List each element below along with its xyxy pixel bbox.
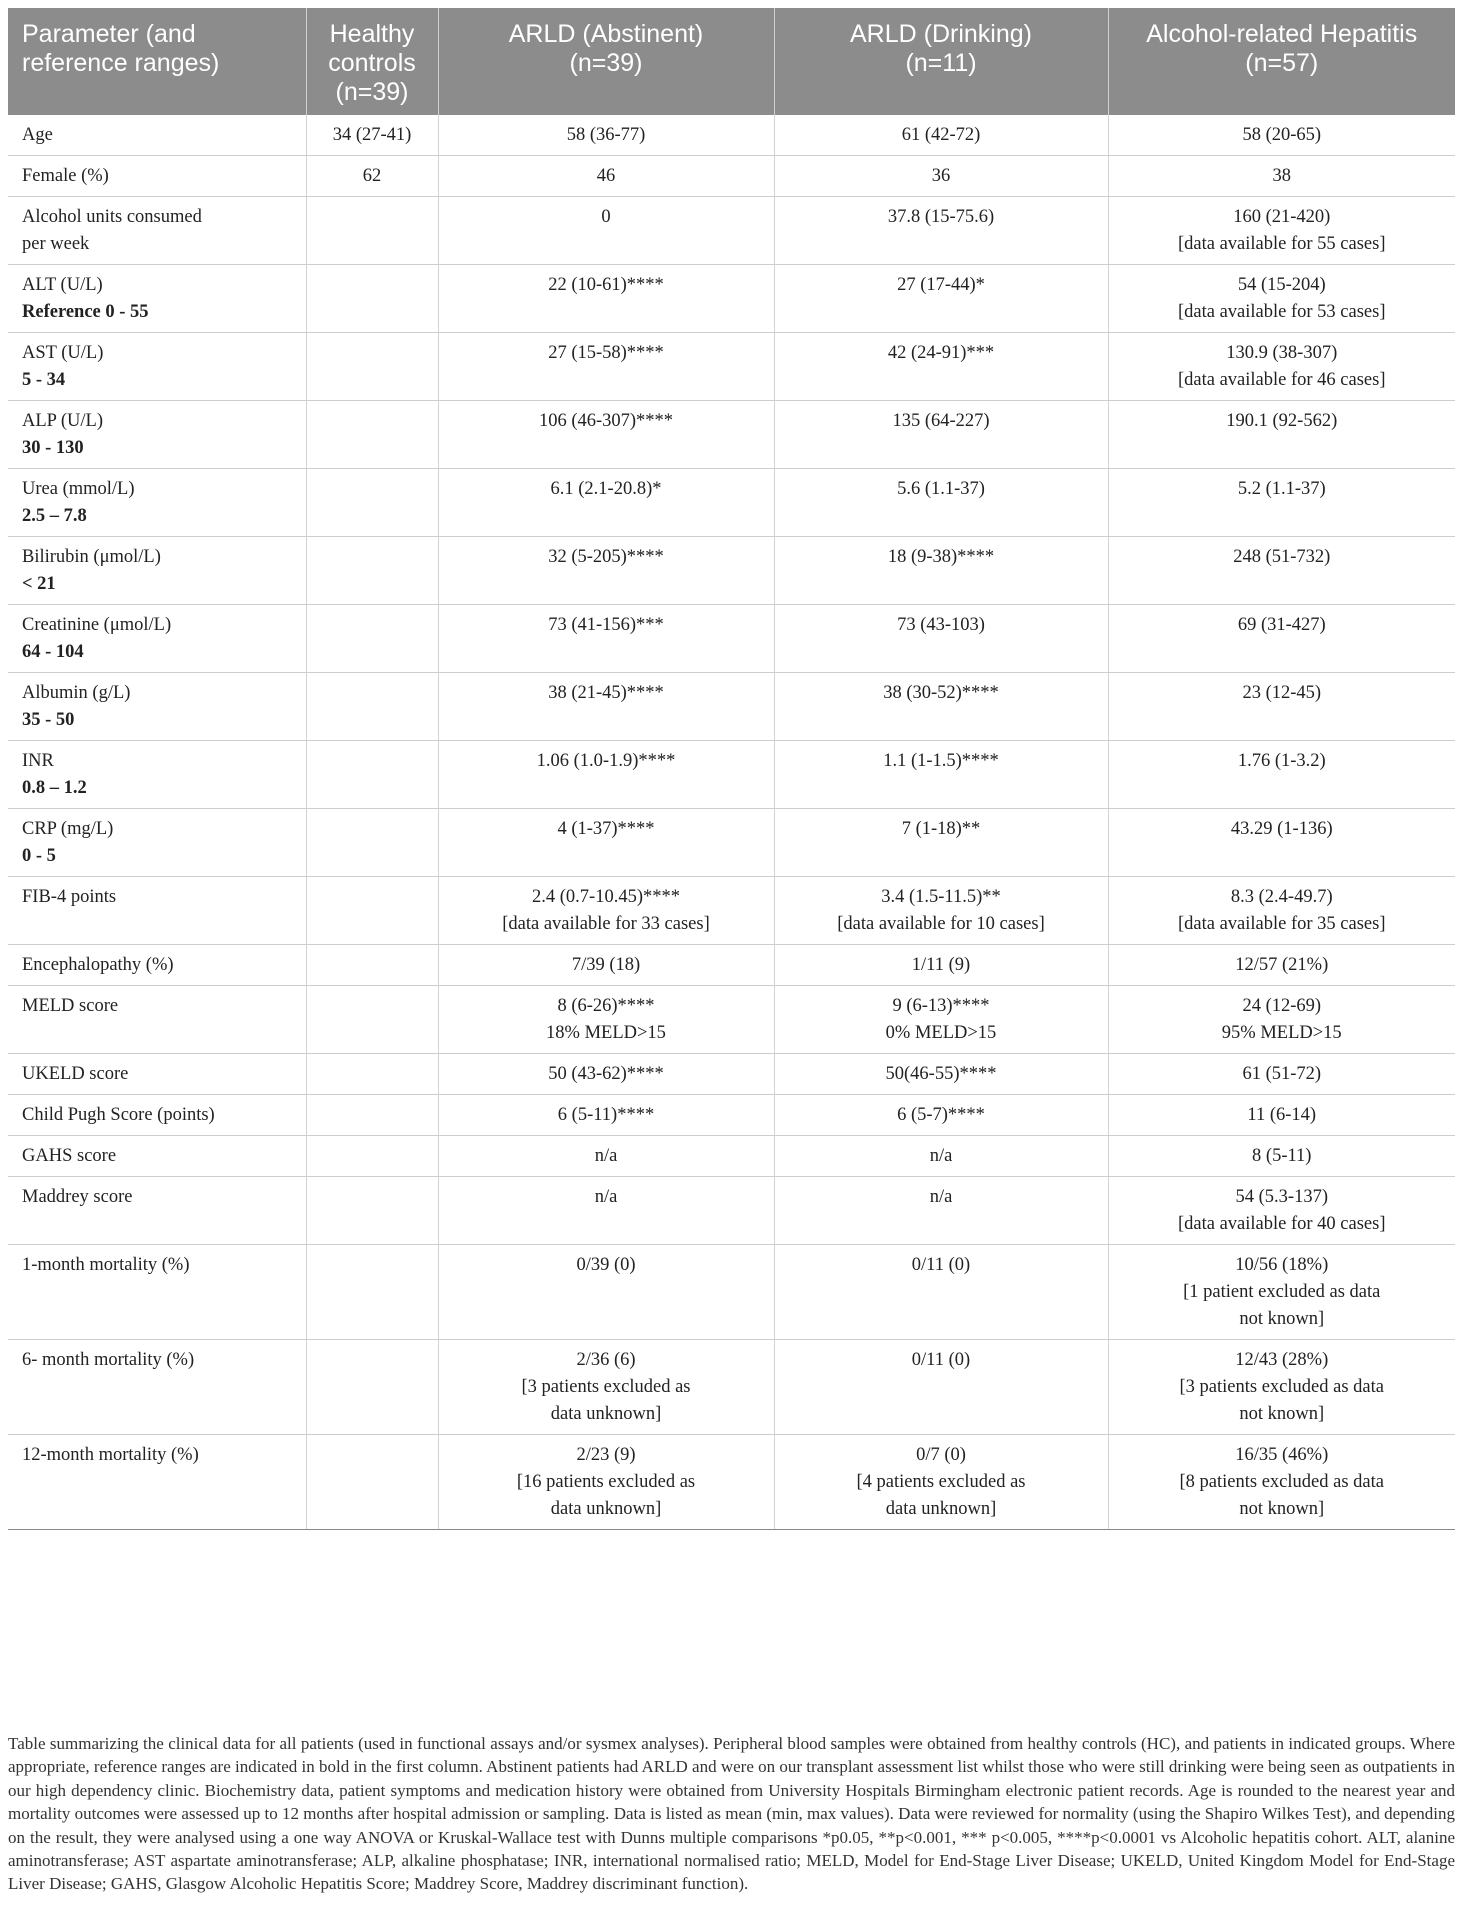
reference-range: 0.8 – 1.2 bbox=[22, 778, 87, 798]
clinical-data-table bbox=[8, 8, 1455, 1530]
cell-line: [data available for 33 cases] bbox=[502, 914, 710, 934]
cell-line: 12/57 (21%) bbox=[1235, 955, 1329, 975]
column-header-healthy-controls: Healthy controls (n=39) bbox=[306, 8, 438, 115]
cell-healthy-controls bbox=[306, 265, 438, 333]
cell-healthy-controls bbox=[306, 1245, 438, 1340]
cell-line: Urea (mmol/L) bbox=[22, 479, 135, 499]
cell-alcohol-hepatitis bbox=[1108, 1177, 1455, 1245]
cell-arld-drinking bbox=[774, 1435, 1108, 1530]
cell-alcohol-hepatitis bbox=[1108, 945, 1455, 986]
cell-parameter bbox=[8, 1177, 306, 1245]
cell-arld-drinking bbox=[774, 1095, 1108, 1136]
cell-line: 24 (12-69) bbox=[1242, 996, 1322, 1016]
cell-line: 6- month mortality (%) bbox=[22, 1350, 195, 1370]
cell-arld-drinking bbox=[774, 1177, 1108, 1245]
cell-arld-drinking bbox=[774, 537, 1108, 605]
cell-line: 6 (5-11)**** bbox=[557, 1105, 655, 1125]
cell-healthy-controls bbox=[306, 1340, 438, 1435]
cell-arld-drinking bbox=[774, 156, 1108, 197]
cell-alcohol-hepatitis bbox=[1108, 986, 1455, 1054]
cell-line: Female (%) bbox=[22, 166, 109, 186]
cell-line: 69 (31-427) bbox=[1237, 615, 1326, 635]
cell-line: 135 (64-227) bbox=[892, 411, 990, 431]
cell-line: not known] bbox=[1239, 1309, 1325, 1329]
cell-arld-drinking bbox=[774, 1340, 1108, 1435]
cell-arld-abstinent bbox=[438, 605, 774, 673]
cell-line: 8 (5-11) bbox=[1252, 1146, 1312, 1166]
cell-line: 190.1 (92-562) bbox=[1226, 411, 1338, 431]
cell-arld-drinking bbox=[774, 265, 1108, 333]
cell-parameter bbox=[8, 156, 306, 197]
table-row bbox=[8, 986, 1455, 1054]
cell-line: [data available for 40 cases] bbox=[1177, 1214, 1386, 1234]
table-row bbox=[8, 1340, 1455, 1435]
cell-healthy-controls bbox=[306, 333, 438, 401]
cell-line: Child Pugh Score (points) bbox=[22, 1105, 215, 1125]
table-body bbox=[8, 115, 1455, 1530]
cell-arld-drinking bbox=[774, 115, 1108, 156]
cell-line: 0/7 (0) bbox=[916, 1445, 966, 1465]
cell-healthy-controls bbox=[306, 1136, 438, 1177]
cell-line: UKELD score bbox=[22, 1064, 129, 1084]
cell-healthy-controls bbox=[306, 673, 438, 741]
cell-arld-abstinent bbox=[438, 809, 774, 877]
cell-parameter bbox=[8, 469, 306, 537]
cell-parameter bbox=[8, 1054, 306, 1095]
reference-range: 5 - 34 bbox=[22, 370, 66, 390]
cell-line: 2/36 (6) bbox=[576, 1350, 636, 1370]
table-footnote: Table summarizing the clinical data for all patients (used in functional assays and/or sysmex analyses). Peripheral blood samples were obtained from healthy controls (HC), and patients in indicated groups. Where appropriate, reference ranges are indicated in bold in the first column. Abstinent patients had ARLD and were on our transplant assessment list whilst those who were still drinking were being seen as outpatients in our high dependency clinic. Biochemistry data, patient symptoms and medication history were obtained from University Hospitals Birmingham electronic patient records. Age is rounded to the nearest year and mortality outcomes were assessed up to 12 months after hospital admission or sampling. Data is listed as mean (min, max values). Data were reviewed for normality (using the Shapiro Wilkes Test), and depending on the result, they were analysed using a one way ANOVA or Kruskal-Wallace test with Dunns multiple comparisons *p0.05, **p<0.001, *** p<0.005, ****p<0.0001 vs Alcoholic hepatitis cohort. ALT, alanine aminotransferase; AST aspartate aminotransferase; ALP, alkaline phosphatase; INR, international normalised ratio; MELD, Model for End-Stage Liver Disease; UKELD, United Kingdom Model for End-Stage Liver Disease; GAHS, Glasgow Alcoholic Hepatitis Score; Maddrey Score, Maddrey discriminant function). bbox=[8, 1734, 1455, 1894]
reference-range: 2.5 – 7.8 bbox=[22, 506, 87, 526]
cell-line: 5.6 (1.1-37) bbox=[897, 479, 985, 499]
cell-line: data unknown] bbox=[550, 1499, 662, 1519]
cell-alcohol-hepatitis bbox=[1108, 537, 1455, 605]
cell-line: 50(46-55)**** bbox=[885, 1064, 997, 1084]
cell-line: 130.9 (38-307) bbox=[1226, 343, 1338, 363]
cell-line: 22 (10-61)**** bbox=[548, 275, 664, 295]
cell-parameter bbox=[8, 1435, 306, 1530]
cell-arld-drinking bbox=[774, 877, 1108, 945]
cell-parameter bbox=[8, 945, 306, 986]
cell-arld-abstinent bbox=[438, 115, 774, 156]
cell-healthy-controls bbox=[306, 1177, 438, 1245]
cell-arld-drinking bbox=[774, 1136, 1108, 1177]
cell-line: 73 (41-156)*** bbox=[548, 615, 664, 635]
cell-healthy-controls bbox=[306, 197, 438, 265]
table-row bbox=[8, 945, 1455, 986]
cell-healthy-controls bbox=[306, 1095, 438, 1136]
column-header-arld-drinking: ARLD (Drinking) (n=11) bbox=[774, 8, 1108, 115]
cell-line: 1-month mortality (%) bbox=[22, 1255, 190, 1275]
table-row bbox=[8, 741, 1455, 809]
cell-line: 0/11 (0) bbox=[911, 1350, 971, 1370]
cell-arld-drinking bbox=[774, 1245, 1108, 1340]
clinical-data-table-container bbox=[8, 8, 1455, 1530]
cell-line: 73 (43-103) bbox=[897, 615, 985, 635]
cell-arld-drinking bbox=[774, 1054, 1108, 1095]
cell-alcohol-hepatitis bbox=[1108, 1136, 1455, 1177]
cell-line: 0/11 (0) bbox=[911, 1255, 971, 1275]
cell-alcohol-hepatitis bbox=[1108, 1054, 1455, 1095]
cell-line: 160 (21-420) bbox=[1233, 207, 1331, 227]
cell-arld-drinking bbox=[774, 945, 1108, 986]
table-row bbox=[8, 156, 1455, 197]
cell-arld-abstinent bbox=[438, 1245, 774, 1340]
cell-line: 62 bbox=[362, 166, 382, 186]
cell-line: [16 patients excluded as bbox=[516, 1472, 696, 1492]
table-row bbox=[8, 877, 1455, 945]
cell-line: 27 (15-58)**** bbox=[548, 343, 664, 363]
cell-line: ALP (U/L) bbox=[22, 411, 104, 431]
cell-line: data unknown] bbox=[550, 1404, 662, 1424]
cell-line: 27 (17-44)* bbox=[897, 275, 985, 295]
cell-line: 37.8 (15-75.6) bbox=[887, 207, 995, 227]
cell-line: [data available for 10 cases] bbox=[837, 914, 1045, 934]
cell-line: 32 (5-205)**** bbox=[548, 547, 664, 567]
cell-arld-abstinent bbox=[438, 1054, 774, 1095]
cell-line: Albumin (g/L) bbox=[22, 683, 131, 703]
cell-line: FIB-4 points bbox=[22, 887, 117, 907]
cell-arld-abstinent bbox=[438, 1136, 774, 1177]
cell-line: Creatinine (μmol/L) bbox=[22, 615, 172, 635]
cell-line: 16/35 (46%) bbox=[1235, 1445, 1329, 1465]
cell-line: [3 patients excluded as data bbox=[1179, 1377, 1384, 1397]
cell-line: 7/39 (18) bbox=[571, 955, 641, 975]
cell-arld-abstinent bbox=[438, 1435, 774, 1530]
cell-alcohol-hepatitis bbox=[1108, 1245, 1455, 1340]
cell-parameter bbox=[8, 741, 306, 809]
cell-healthy-controls bbox=[306, 741, 438, 809]
cell-line: ALT (U/L) bbox=[22, 275, 103, 295]
cell-alcohol-hepatitis bbox=[1108, 1095, 1455, 1136]
cell-line: [data available for 35 cases] bbox=[1177, 914, 1386, 934]
cell-line: 61 (42-72) bbox=[901, 125, 981, 145]
cell-line: [data available for 53 cases] bbox=[1177, 302, 1386, 322]
cell-line: Alcohol units consumed bbox=[22, 207, 202, 227]
cell-line: 43.29 (1-136) bbox=[1230, 819, 1333, 839]
cell-healthy-controls bbox=[306, 877, 438, 945]
reference-range: 0 - 5 bbox=[22, 846, 56, 866]
cell-line: 38 (30-52)**** bbox=[883, 683, 999, 703]
cell-arld-drinking bbox=[774, 741, 1108, 809]
cell-arld-abstinent bbox=[438, 265, 774, 333]
cell-line: [4 patients excluded as bbox=[856, 1472, 1026, 1492]
table-header bbox=[8, 8, 1455, 115]
cell-line: Maddrey score bbox=[22, 1187, 133, 1207]
cell-line: 2.4 (0.7-10.45)**** bbox=[532, 887, 680, 907]
column-header-arld-abstinent: ARLD (Abstinent) (n=39) bbox=[438, 8, 774, 115]
cell-parameter bbox=[8, 605, 306, 673]
cell-line: n/a bbox=[929, 1187, 953, 1207]
cell-line: Age bbox=[22, 125, 53, 145]
cell-line: 36 bbox=[931, 166, 951, 186]
column-header-parameter: Parameter (and reference ranges) bbox=[8, 8, 306, 115]
table-row bbox=[8, 197, 1455, 265]
cell-arld-abstinent bbox=[438, 1177, 774, 1245]
cell-parameter bbox=[8, 1136, 306, 1177]
table-row bbox=[8, 809, 1455, 877]
cell-parameter bbox=[8, 115, 306, 156]
cell-parameter bbox=[8, 809, 306, 877]
cell-arld-abstinent bbox=[438, 197, 774, 265]
cell-healthy-controls bbox=[306, 605, 438, 673]
cell-line: 38 (21-45)**** bbox=[548, 683, 664, 703]
column-header-alcohol-hepatitis: Alcohol-related Hepatitis (n=57) bbox=[1108, 8, 1455, 115]
cell-parameter bbox=[8, 1245, 306, 1340]
cell-line: [data available for 55 cases] bbox=[1177, 234, 1386, 254]
table-row bbox=[8, 265, 1455, 333]
cell-line: Bilirubin (μmol/L) bbox=[22, 547, 161, 567]
reference-range: 64 - 104 bbox=[22, 642, 84, 662]
cell-line: 50 (43-62)**** bbox=[548, 1064, 664, 1084]
cell-arld-abstinent bbox=[438, 741, 774, 809]
cell-parameter bbox=[8, 537, 306, 605]
table-row bbox=[8, 1095, 1455, 1136]
cell-healthy-controls bbox=[306, 537, 438, 605]
table-row bbox=[8, 115, 1455, 156]
cell-parameter bbox=[8, 877, 306, 945]
table-row bbox=[8, 401, 1455, 469]
cell-line: GAHS score bbox=[22, 1146, 117, 1166]
cell-arld-drinking bbox=[774, 401, 1108, 469]
table-row bbox=[8, 673, 1455, 741]
cell-arld-abstinent bbox=[438, 1340, 774, 1435]
cell-alcohol-hepatitis bbox=[1108, 469, 1455, 537]
cell-line: 2/23 (9) bbox=[576, 1445, 636, 1465]
cell-arld-abstinent bbox=[438, 1095, 774, 1136]
cell-line: [8 patients excluded as data bbox=[1179, 1472, 1384, 1492]
cell-line: 1/11 (9) bbox=[911, 955, 971, 975]
cell-line: not known] bbox=[1239, 1499, 1325, 1519]
cell-line: 11 (6-14) bbox=[1247, 1105, 1317, 1125]
cell-line: 46 bbox=[596, 166, 616, 186]
cell-arld-drinking bbox=[774, 469, 1108, 537]
table-row bbox=[8, 469, 1455, 537]
cell-alcohol-hepatitis bbox=[1108, 156, 1455, 197]
reference-range: 35 - 50 bbox=[22, 710, 75, 730]
cell-line: data unknown] bbox=[885, 1499, 997, 1519]
cell-line: 1.06 (1.0-1.9)**** bbox=[536, 751, 676, 771]
cell-line: Encephalopathy (%) bbox=[22, 955, 174, 975]
cell-line: 10/56 (18%) bbox=[1235, 1255, 1329, 1275]
cell-line: 18% MELD>15 bbox=[546, 1023, 666, 1043]
cell-line: INR bbox=[22, 751, 54, 771]
table-row bbox=[8, 1177, 1455, 1245]
cell-alcohol-hepatitis bbox=[1108, 605, 1455, 673]
cell-alcohol-hepatitis bbox=[1108, 809, 1455, 877]
cell-line: 3.4 (1.5-11.5)** bbox=[881, 887, 1001, 907]
cell-parameter bbox=[8, 1095, 306, 1136]
cell-line: 9 (6-13)**** bbox=[892, 996, 990, 1016]
cell-line: AST (U/L) bbox=[22, 343, 104, 363]
cell-line: 54 (5.3-137) bbox=[1235, 1187, 1328, 1207]
cell-alcohol-hepatitis bbox=[1108, 333, 1455, 401]
cell-parameter bbox=[8, 1340, 306, 1435]
cell-alcohol-hepatitis bbox=[1108, 197, 1455, 265]
cell-healthy-controls bbox=[306, 115, 438, 156]
cell-line: n/a bbox=[594, 1146, 618, 1166]
cell-arld-abstinent bbox=[438, 333, 774, 401]
cell-arld-abstinent bbox=[438, 156, 774, 197]
cell-parameter bbox=[8, 265, 306, 333]
cell-arld-abstinent bbox=[438, 877, 774, 945]
table-row bbox=[8, 1245, 1455, 1340]
table-row bbox=[8, 333, 1455, 401]
cell-line: 8 (6-26)**** bbox=[557, 996, 655, 1016]
cell-line: n/a bbox=[594, 1187, 618, 1207]
cell-line: 0 bbox=[601, 207, 611, 227]
cell-parameter bbox=[8, 401, 306, 469]
cell-line: 5.2 (1.1-37) bbox=[1237, 479, 1326, 499]
cell-line: per week bbox=[22, 234, 90, 254]
cell-arld-abstinent bbox=[438, 673, 774, 741]
cell-line: not known] bbox=[1239, 1404, 1325, 1424]
cell-arld-abstinent bbox=[438, 537, 774, 605]
cell-line: 4 (1-37)**** bbox=[557, 819, 655, 839]
cell-line: 0/39 (0) bbox=[576, 1255, 636, 1275]
cell-line: 248 (51-732) bbox=[1233, 547, 1331, 567]
cell-line: 61 (51-72) bbox=[1242, 1064, 1322, 1084]
cell-alcohol-hepatitis bbox=[1108, 1340, 1455, 1435]
cell-line: CRP (mg/L) bbox=[22, 819, 114, 839]
cell-healthy-controls bbox=[306, 469, 438, 537]
cell-arld-drinking bbox=[774, 333, 1108, 401]
cell-healthy-controls bbox=[306, 1054, 438, 1095]
cell-alcohol-hepatitis bbox=[1108, 741, 1455, 809]
cell-line: 12/43 (28%) bbox=[1235, 1350, 1329, 1370]
cell-healthy-controls bbox=[306, 809, 438, 877]
cell-alcohol-hepatitis bbox=[1108, 115, 1455, 156]
cell-alcohol-hepatitis bbox=[1108, 265, 1455, 333]
cell-line: 0% MELD>15 bbox=[885, 1023, 997, 1043]
cell-line: [3 patients excluded as bbox=[521, 1377, 691, 1397]
cell-line: 1.1 (1-1.5)**** bbox=[883, 751, 999, 771]
cell-line: 1.76 (1-3.2) bbox=[1237, 751, 1326, 771]
cell-healthy-controls bbox=[306, 156, 438, 197]
reference-range: Reference 0 - 55 bbox=[22, 302, 149, 322]
cell-parameter bbox=[8, 986, 306, 1054]
table-row bbox=[8, 605, 1455, 673]
cell-arld-drinking bbox=[774, 605, 1108, 673]
cell-line: 95% MELD>15 bbox=[1221, 1023, 1342, 1043]
cell-arld-abstinent bbox=[438, 945, 774, 986]
cell-alcohol-hepatitis bbox=[1108, 1435, 1455, 1530]
cell-alcohol-hepatitis bbox=[1108, 401, 1455, 469]
cell-line: [data available for 46 cases] bbox=[1177, 370, 1386, 390]
cell-alcohol-hepatitis bbox=[1108, 877, 1455, 945]
cell-line: MELD score bbox=[22, 996, 119, 1016]
cell-line: 34 (27-41) bbox=[332, 125, 412, 145]
cell-arld-drinking bbox=[774, 809, 1108, 877]
table-row bbox=[8, 1435, 1455, 1530]
cell-parameter bbox=[8, 673, 306, 741]
table-row bbox=[8, 1136, 1455, 1177]
table-row bbox=[8, 537, 1455, 605]
cell-line: 54 (15-204) bbox=[1237, 275, 1326, 295]
cell-arld-drinking bbox=[774, 197, 1108, 265]
cell-arld-drinking bbox=[774, 986, 1108, 1054]
cell-line: 8.3 (2.4-49.7) bbox=[1230, 887, 1333, 907]
table-row bbox=[8, 1054, 1455, 1095]
header-row bbox=[8, 8, 1455, 115]
cell-line: 38 bbox=[1272, 166, 1291, 186]
reference-range: 30 - 130 bbox=[22, 438, 84, 458]
cell-healthy-controls bbox=[306, 1435, 438, 1530]
cell-arld-abstinent bbox=[438, 401, 774, 469]
reference-range: < 21 bbox=[22, 574, 56, 594]
cell-healthy-controls bbox=[306, 401, 438, 469]
cell-line: 42 (24-91)*** bbox=[887, 343, 995, 363]
cell-arld-abstinent bbox=[438, 469, 774, 537]
cell-line: 7 (1-18)** bbox=[901, 819, 981, 839]
cell-healthy-controls bbox=[306, 945, 438, 986]
cell-line: 58 (20-65) bbox=[1242, 125, 1322, 145]
cell-parameter bbox=[8, 333, 306, 401]
cell-parameter bbox=[8, 197, 306, 265]
cell-line: 12-month mortality (%) bbox=[22, 1445, 199, 1465]
cell-line: 23 (12-45) bbox=[1242, 683, 1322, 703]
cell-line: 18 (9-38)**** bbox=[887, 547, 995, 567]
cell-line: 58 (36-77) bbox=[566, 125, 646, 145]
cell-line: 106 (46-307)**** bbox=[538, 411, 674, 431]
cell-line: [1 patient excluded as data bbox=[1183, 1282, 1381, 1302]
cell-healthy-controls bbox=[306, 986, 438, 1054]
cell-line: n/a bbox=[929, 1146, 953, 1166]
cell-arld-abstinent bbox=[438, 986, 774, 1054]
cell-alcohol-hepatitis bbox=[1108, 673, 1455, 741]
cell-arld-drinking bbox=[774, 673, 1108, 741]
cell-line: 6.1 (2.1-20.8)* bbox=[550, 479, 662, 499]
cell-line: 6 (5-7)**** bbox=[897, 1105, 985, 1125]
